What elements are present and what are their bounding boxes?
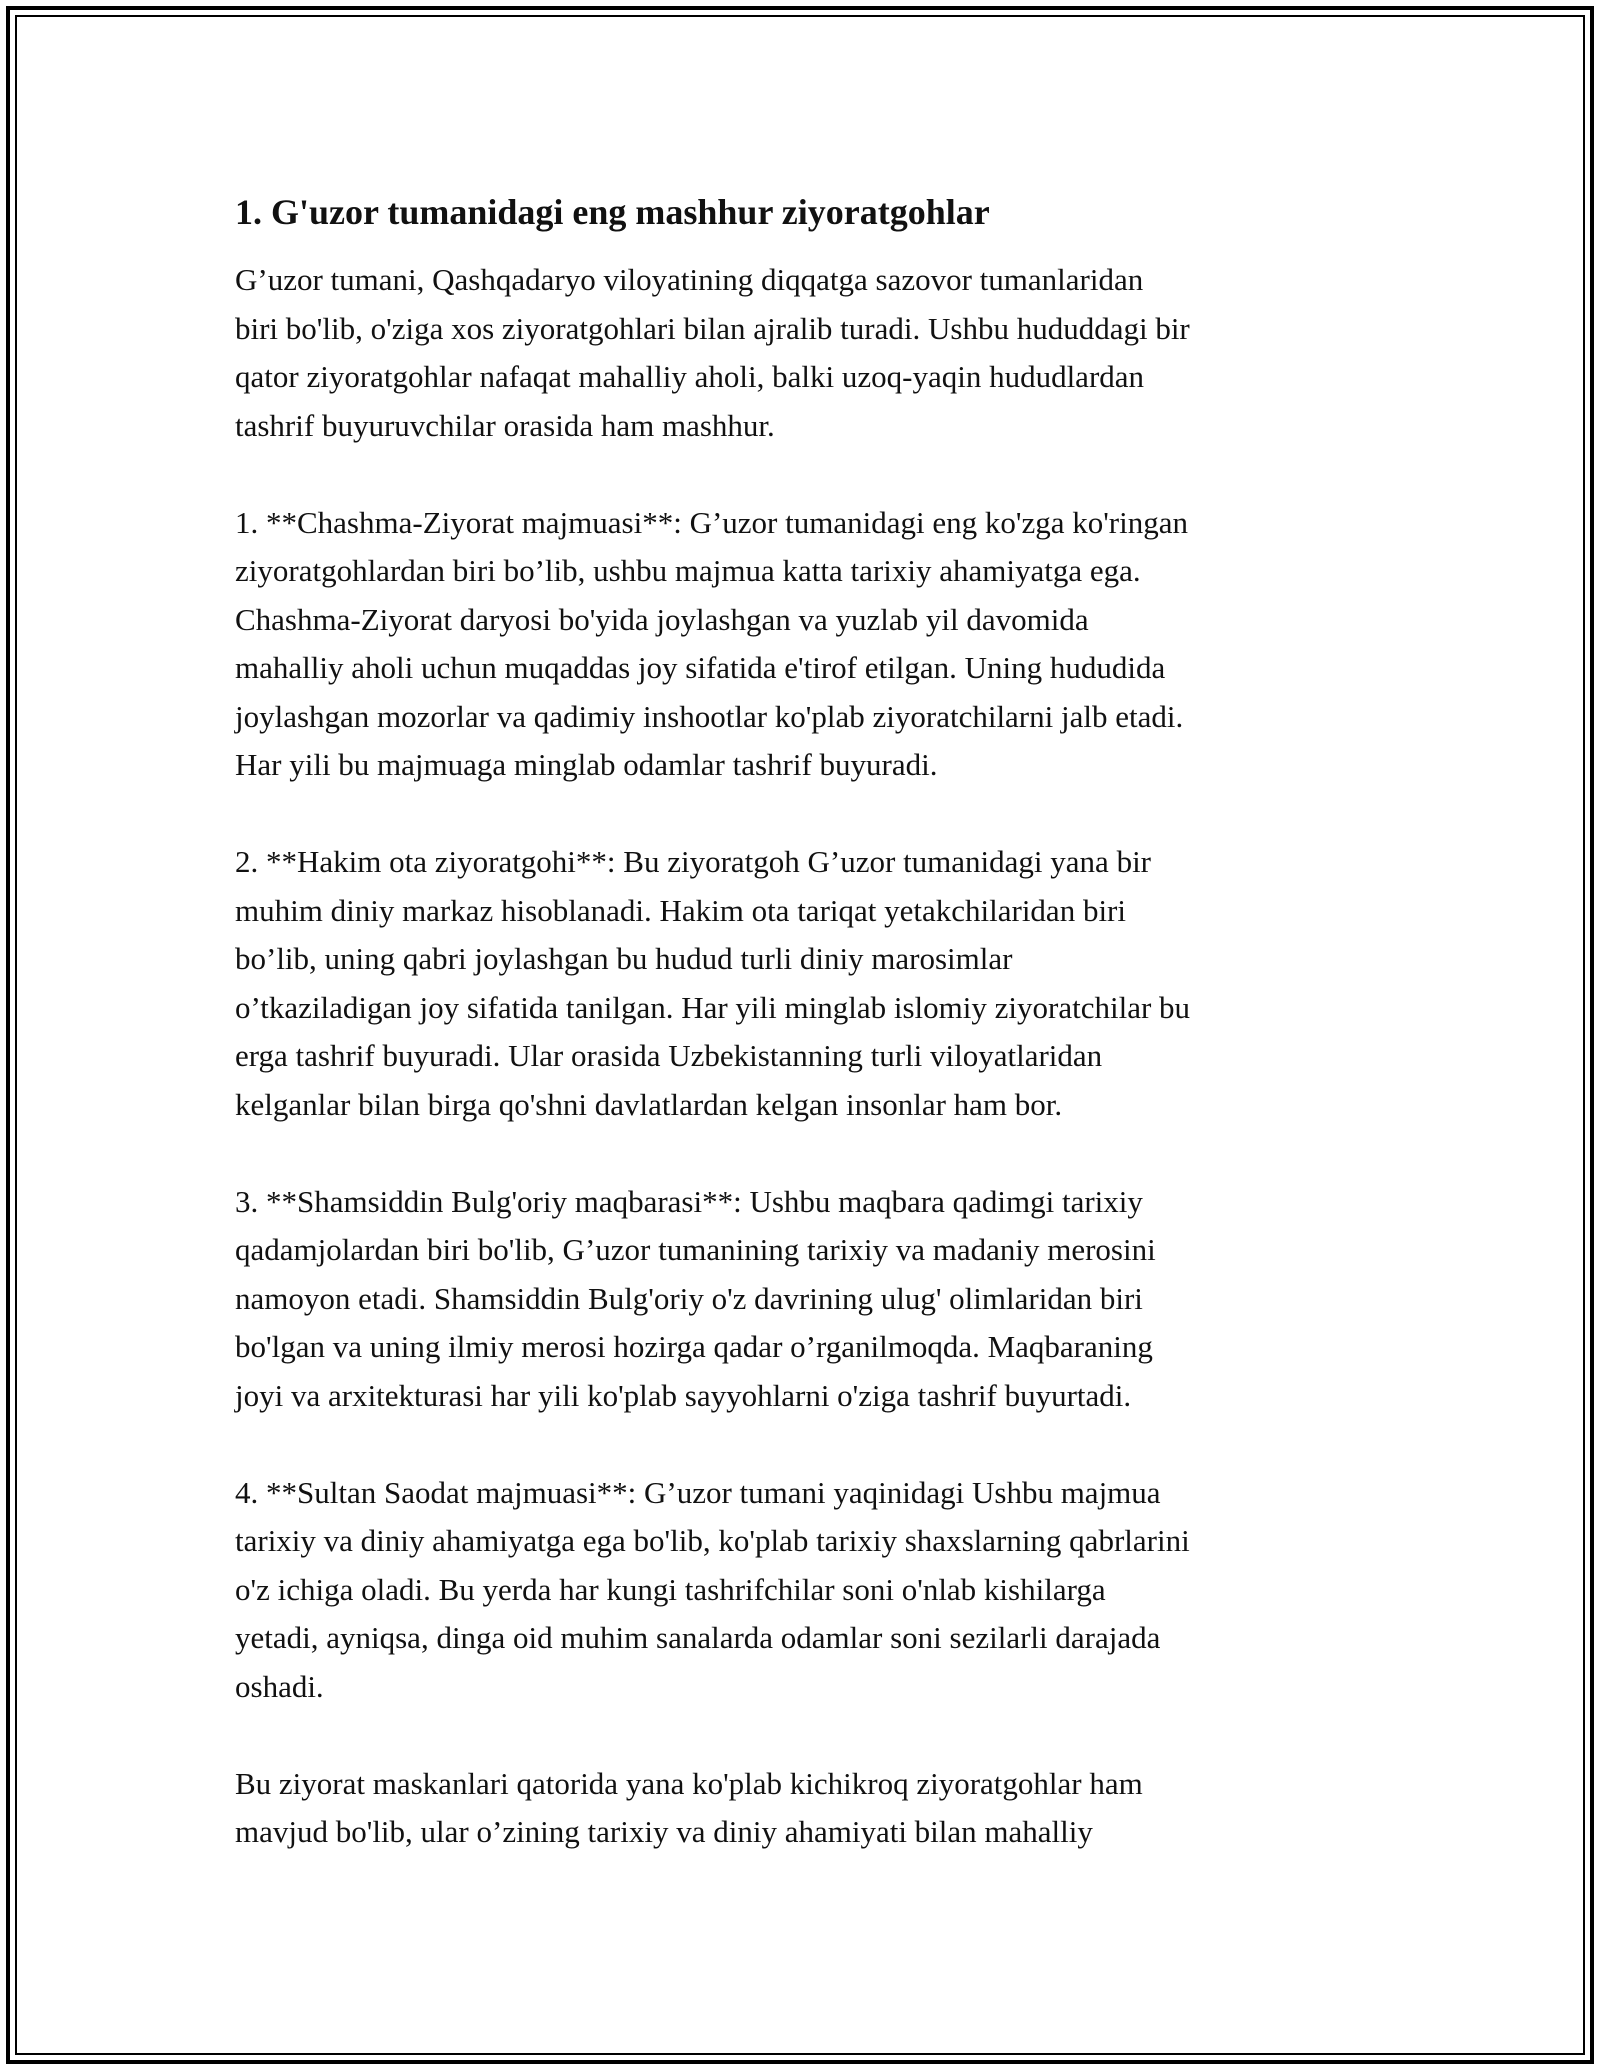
text-line: Har yili bu majmuaga minglab odamlar tashrif buyuradi. bbox=[235, 747, 938, 782]
text-line: 4. **Sultan Saodat majmuasi**: G’uzor tumani yaqinidagi Ushbu majmua bbox=[235, 1474, 1161, 1510]
paragraph-item-3 bbox=[235, 1178, 1375, 1421]
document-body bbox=[235, 188, 1375, 1905]
paragraph-intro bbox=[235, 256, 1375, 450]
text-line: mahalliy aholi uchun muqaddas joy sifatida e'tirof etilgan. Uning hududida bbox=[235, 650, 1166, 685]
text-line: bo'lgan va uning ilmiy merosi hozirga qadar o’rganilmoqda. Maqbaraning bbox=[235, 1329, 1153, 1364]
text-line: yetadi, ayniqsa, dinga oid muhim sanalarda odamlar soni sezilarli darajada bbox=[235, 1620, 1161, 1655]
text-line: tashrif buyuruvchilar orasida ham mashhur. bbox=[235, 407, 775, 443]
text-line: 1. **Chashma-Ziyorat majmuasi**: G’uzor tumanidagi eng ko'zga ko'ringan bbox=[235, 504, 1188, 540]
text-line: ziyoratgohlardan biri bo’lib, ushbu majmua katta tarixiy ahamiyatga ega. bbox=[235, 553, 1141, 588]
text-line: namoyon etadi. Shamsiddin Bulg'oriy o'z davrining ulug' olimlaridan biri bbox=[235, 1280, 1143, 1316]
text-line: mavjud bo'lib, ular o’zining tarixiy va diniy ahamiyati bilan mahalliy bbox=[235, 1814, 1093, 1849]
paragraph-closing bbox=[235, 1760, 1375, 1857]
paragraph-item-1 bbox=[235, 499, 1375, 790]
text-line: qadamjolardan biri bo'lib, G’uzor tumanining tarixiy va madaniy merosini bbox=[235, 1232, 1156, 1267]
text-line: joyi va arxitekturasi har yili ko'plab sayyohlarni o'ziga tashrif buyurtadi. bbox=[235, 1377, 1132, 1413]
text-line: qator ziyoratgohlar nafaqat mahalliy aholi, balki uzoq-yaqin hududlardan bbox=[235, 359, 1145, 394]
text-line: tarixiy va diniy ahamiyatga ega bo'lib, ko'plab tarixiy shaxslarning qabrlarini bbox=[235, 1523, 1190, 1558]
text-line: o'z ichiga oladi. Bu yerda har kungi tashrifchilar soni o'nlab kishilarga bbox=[235, 1571, 1106, 1607]
text-line: 2. **Hakim ota ziyoratgohi**: Bu ziyoratgoh G’uzor tumanidagi yana bir bbox=[235, 844, 1151, 879]
text-line: Bu ziyorat maskanlari qatorida yana ko'plab kichikroq ziyoratgohlar ham bbox=[235, 1765, 1143, 1801]
text-line: kelganlar bilan birga qo'shni davlatlardan kelgan insonlar ham bor. bbox=[235, 1086, 1063, 1122]
text-line: oshadi. bbox=[235, 1668, 324, 1704]
text-line: 3. **Shamsiddin Bulg'oriy maqbarasi**: Ushbu maqbara qadimgi tarixiy bbox=[235, 1183, 1143, 1219]
text-line: Chashma-Ziyorat daryosi bo'yida joylashgan va yuzlab yil davomida bbox=[235, 601, 1089, 637]
text-line: biri bo'lib, o'ziga xos ziyoratgohlari bilan ajralib turadi. Ushbu hududdagi bir bbox=[235, 310, 1190, 346]
text-line: G’uzor tumani, Qashqadaryo viloyatining diqqatga sazovor tumanlaridan bbox=[235, 262, 1144, 297]
paragraph-item-2 bbox=[235, 838, 1375, 1129]
text-line: erga tashrif buyuradi. Ular orasida Uzbekistanning turli viloyatlaridan bbox=[235, 1038, 1103, 1073]
paragraph-item-4 bbox=[235, 1469, 1375, 1712]
document-heading: 1. G'uzor tumanidagi eng mashhur ziyoratgohlar bbox=[235, 192, 990, 232]
text-line: o’tkaziladigan joy sifatida tanilgan. Har yili minglab islomiy ziyoratchilar bu bbox=[235, 989, 1191, 1025]
text-line: bo’lib, uning qabri joylashgan bu hudud turli diniy marosimlar bbox=[235, 941, 1013, 976]
text-line: joylashgan mozorlar va qadimiy inshootlar ko'plab ziyoratchilarni jalb etadi. bbox=[235, 698, 1184, 734]
text-line: muhim diniy markaz hisoblanadi. Hakim ota tariqat yetakchilaridan biri bbox=[235, 892, 1126, 928]
